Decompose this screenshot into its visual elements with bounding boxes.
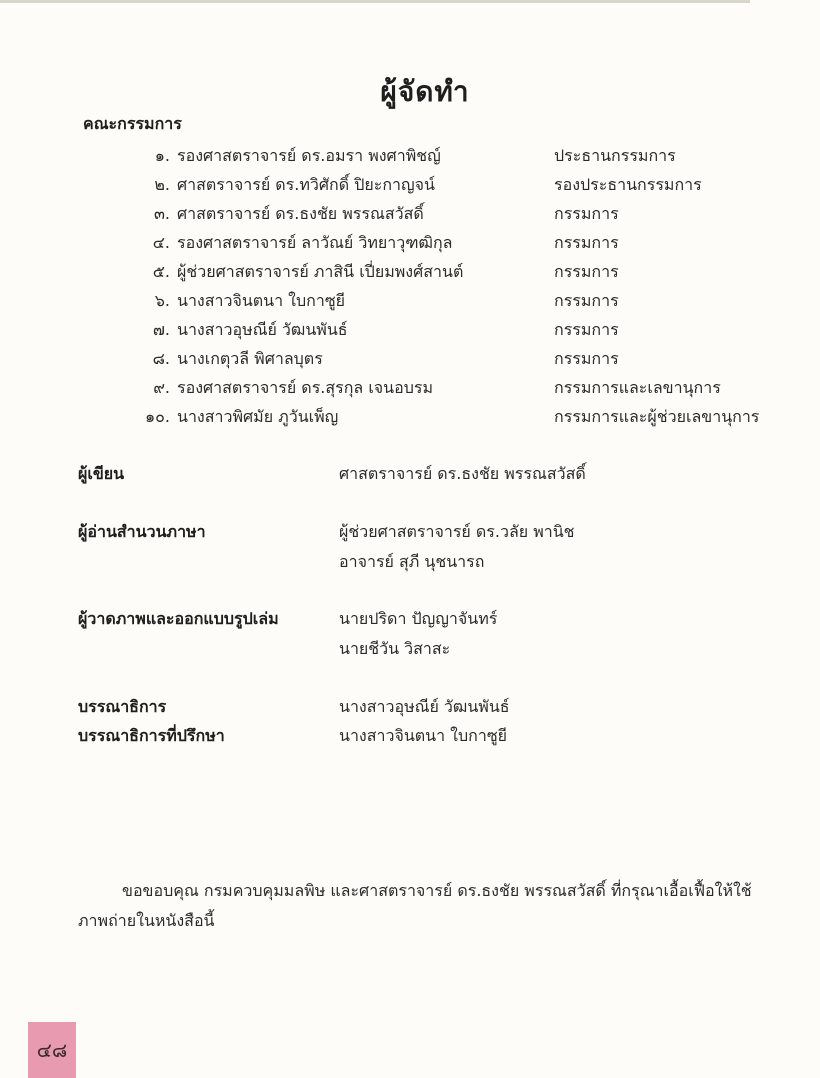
credit-name: นายปริดา ปัญญาจันทร์ <box>339 609 498 628</box>
member-role: กรรมการ <box>554 320 619 339</box>
member-number: ๕. <box>152 262 170 281</box>
credit-label: ผู้อ่านสำนวนภาษา <box>78 522 206 541</box>
member-name: นางสาวพิศมัย ภูวันเพ็ญ <box>177 407 339 426</box>
committee-member <box>0 315 820 344</box>
member-number: ๑. <box>154 146 170 165</box>
credit-name: ผู้ช่วยศาสตราจารย์ ดร.วลัย พานิช <box>339 522 575 541</box>
credit-label: บรรณาธิการที่ปรึกษา <box>78 726 225 745</box>
member-number: ๘. <box>152 349 170 368</box>
member-name: ศาสตราจารย์ ดร.ธงชัย พรรณสวัสดิ์ <box>177 204 424 223</box>
member-name: รองศาสตราจารย์ ลาวัณย์ วิทยาวุฑฒิกุล <box>177 233 453 252</box>
committee-member <box>0 199 820 228</box>
member-number: ๔. <box>152 233 170 252</box>
member-number: ๒. <box>154 175 170 194</box>
committee-heading: คณะกรรมการ <box>83 114 182 133</box>
committee-member <box>0 228 820 257</box>
committee-member <box>0 257 820 286</box>
member-name: ศาสตราจารย์ ดร.ทวิศักดิ์ ปิยะกาญจน์ <box>177 175 435 194</box>
member-name: รองศาสตราจารย์ ดร.สุรกุล เจนอบรม <box>177 378 433 397</box>
member-role: กรรมการและผู้ช่วยเลขานุการ <box>554 407 760 426</box>
committee-member <box>0 170 820 199</box>
credit-name: ศาสตราจารย์ ดร.ธงชัย พรรณสวัสดิ์ <box>339 464 586 483</box>
page-title: ผู้จัดทำ <box>380 75 470 108</box>
member-number: ๖. <box>154 291 170 310</box>
member-number: ๓. <box>153 204 170 223</box>
committee-member <box>0 286 820 315</box>
credit-name: นายชีวัน วิสาสะ <box>339 639 451 658</box>
member-role: กรรมการ <box>554 233 619 252</box>
member-role: กรรมการและเลขานุการ <box>554 378 721 397</box>
member-name: นางสาวจินตนา ใบกาซูยี <box>177 291 346 310</box>
member-role: กรรมการ <box>554 204 619 223</box>
member-name: นางเกตุวลี พิศาลบุตร <box>177 349 323 368</box>
page-number-badge <box>28 1022 76 1078</box>
committee-member <box>0 141 820 170</box>
page-number: ๔๘ <box>36 1038 68 1062</box>
member-number: ๑๐. <box>144 407 170 426</box>
page-edge <box>0 0 750 3</box>
credit-label: ผู้เขียน <box>78 464 125 483</box>
credit-label: ผู้วาดภาพและออกแบบรูปเล่ม <box>78 609 279 628</box>
member-name: รองศาสตราจารย์ ดร.อมรา พงศาพิชญ์ <box>177 146 441 165</box>
credit-name: นางสาวจินตนา ใบกาซูยี <box>339 726 508 745</box>
member-role: กรรมการ <box>554 262 619 281</box>
credit-label: บรรณาธิการ <box>78 697 167 716</box>
member-name: ผู้ช่วยศาสตราจารย์ ภาสินี เปี่ยมพงศ์สานต์ <box>177 262 464 281</box>
committee-member <box>0 373 820 402</box>
member-role: กรรมการ <box>554 349 619 368</box>
member-role: ประธานกรรมการ <box>554 146 676 165</box>
acknowledgement-paragraph: ขอขอบคุณ กรมควบคุมมลพิษ และศาสตราจารย์ ดร.ธงชัย พรรณสวัสดิ์ ที่กรุณาเอื้อเฟื้อให้ใช้ภาพถ่ายในหนังสือนี้ <box>78 881 752 930</box>
member-role: กรรมการ <box>554 291 619 310</box>
credit-name: นางสาวอุษณีย์ วัฒนพันธ์ <box>339 697 510 716</box>
member-name: นางสาวอุษณีย์ วัฒนพันธ์ <box>177 320 348 339</box>
member-number: ๗. <box>152 320 170 339</box>
committee-member <box>0 402 820 431</box>
committee-member <box>0 344 820 373</box>
member-role: รองประธานกรรมการ <box>554 175 702 194</box>
credit-name: อาจารย์ สุภี นุชนารถ <box>339 552 485 571</box>
member-number: ๙. <box>153 378 170 397</box>
